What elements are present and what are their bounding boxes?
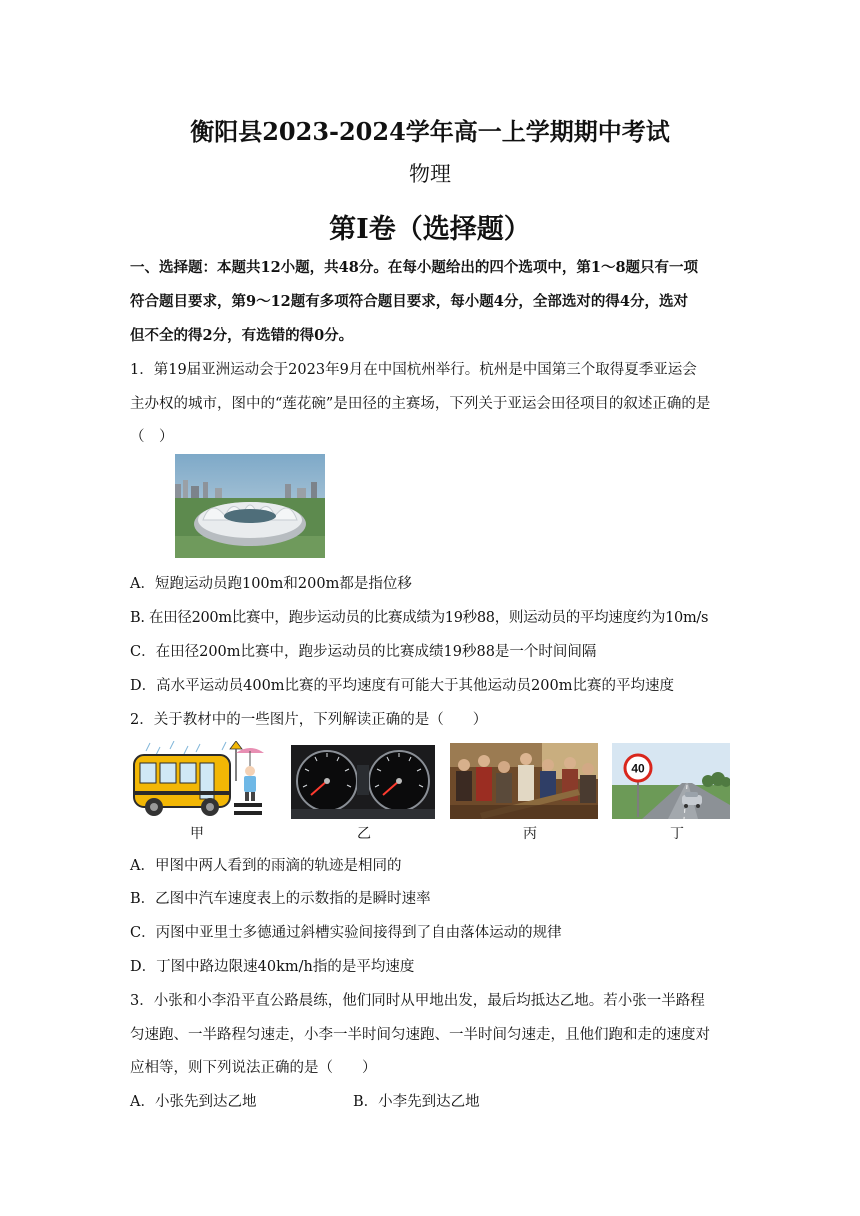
q2-option-c: C．丙图中亚里士多德通过斜槽实验间接得到了自由落体运动的规律 [130, 925, 562, 941]
speedometer-image [291, 745, 435, 819]
instructions-line-2: 符合题目要求，第9～12题有多项符合题目要求，每小题4分，全部选对的得4分，选对 [130, 293, 688, 310]
caption-jia: 甲 [190, 826, 204, 842]
q1-stem-line-2: 主办权的城市，图中的“莲花碗”是田径的主赛场，下列关于亚运会田径项目的叙述正确的是 [130, 396, 711, 412]
q1-option-b: B. 在田径200m比赛中，跑步运动员的比赛成绩为19秒88，则运动员的平均速度约为10m/s [130, 610, 709, 626]
q3-option-a: A．小张先到达乙地 [130, 1094, 257, 1110]
bus-rain-image [130, 741, 276, 819]
galileo-painting-image [450, 743, 598, 819]
subject-title: 物理 [409, 162, 451, 186]
stadium-photo [175, 454, 325, 558]
speed-limit-sign-text: 40 [631, 761, 645, 776]
volume-title: 第Ⅰ卷（选择题） [329, 214, 531, 245]
instructions-line-1: 一、选择题：本题共12小题，共48分。在每小题给出的四个选项中，第1～8题只有一项 [130, 259, 699, 276]
instructions-line-3: 但不全的得2分，有选错的得0分。 [130, 327, 354, 344]
q1-stem-line-3: （ ） [130, 429, 174, 445]
q3-stem-line-1: 3．小张和小李沿平直公路晨练，他们同时从甲地出发，最后均抵达乙地。若小张一半路程 [130, 993, 705, 1009]
caption-bing: 丙 [523, 826, 537, 842]
caption-ding: 丁 [670, 826, 684, 842]
q1-option-d: D．高水平运动员400m比赛的平均速度有可能大于其他运动员200m比赛的平均速度 [130, 678, 674, 694]
q2-option-d: D．丁图中路边限速40km/h指的是平均速度 [130, 959, 415, 975]
q3-stem-line-2: 匀速跑、一半路程匀速走，小李一半时间匀速跑、一半时间匀速走，且他们跑和走的速度对 [130, 1027, 710, 1043]
speed-limit-road-image [612, 743, 730, 819]
q3-stem-line-3: 应相等，则下列说法正确的是（ ） [130, 1060, 377, 1076]
q3-option-b: B．小李先到达乙地 [353, 1094, 480, 1110]
q2-stem: 2．关于教材中的一些图片，下列解读正确的是（ ） [130, 712, 488, 728]
q1-option-c: C．在田径200m比赛中，跑步运动员的比赛成绩19秒88是一个时间间隔 [130, 644, 597, 660]
exam-title: 衡阳县2023-2024学年高一上学期期中考试 [190, 117, 670, 146]
q2-option-a: A．甲图中两人看到的雨滴的轨迹是相同的 [130, 858, 402, 874]
q1-stem-line-1: 1．第19届亚洲运动会于2023年9月在中国杭州举行。杭州是中国第三个取得夏季亚运会 [130, 362, 697, 378]
caption-yi: 乙 [357, 826, 371, 842]
q2-option-b: B．乙图中汽车速度表上的示数指的是瞬时速率 [130, 891, 431, 907]
q1-option-a: A．短跑运动员跑100m和200m都是指位移 [130, 576, 412, 592]
